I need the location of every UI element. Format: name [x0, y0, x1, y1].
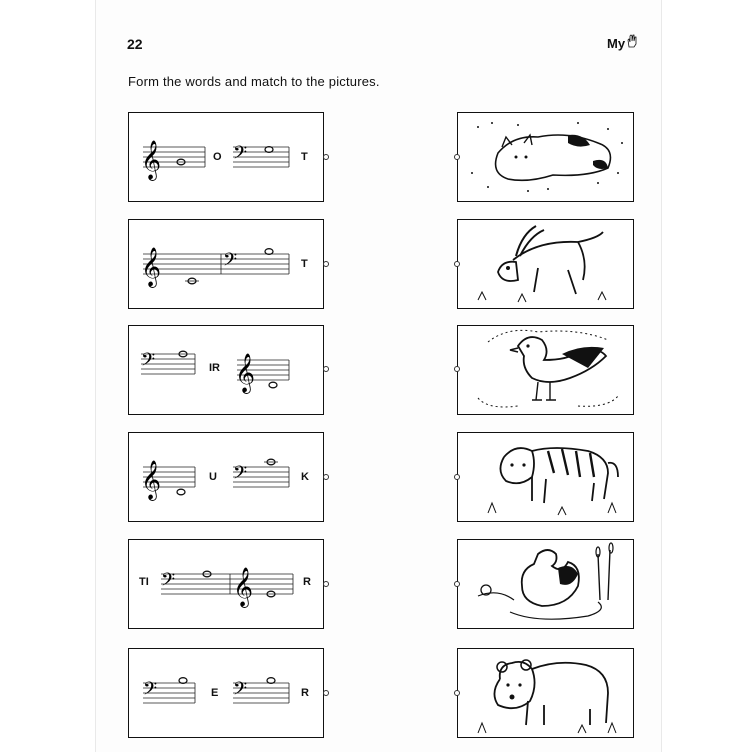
picture-card-3: [457, 325, 634, 415]
staff-notation: [129, 433, 325, 523]
whole-note: [179, 678, 187, 684]
bass-clef-icon: 𝄢: [233, 143, 248, 168]
picture-card-6: [457, 648, 634, 738]
bird-icon: [458, 326, 635, 416]
bass-clef-icon: 𝄢: [143, 679, 158, 704]
match-dot-picture-5[interactable]: [454, 581, 460, 587]
bass-clef-icon: 𝄢: [141, 350, 156, 375]
whole-note: [265, 147, 273, 153]
bass-clef-icon: 𝄢: [233, 679, 248, 704]
picture-card-1: [457, 112, 634, 202]
staff-notation: [129, 220, 325, 310]
word-card-3: [128, 325, 324, 415]
whole-note: [177, 489, 185, 495]
word-card-4: [128, 432, 324, 522]
cat-icon: [458, 113, 635, 203]
match-dot-word-1[interactable]: [323, 154, 329, 160]
staff-notation: [129, 540, 325, 630]
treble-clef-icon: 𝄞: [235, 353, 256, 393]
whole-note: [267, 678, 275, 684]
letter-middle: O: [213, 151, 222, 163]
staff-notation: [129, 326, 325, 416]
match-dot-picture-2[interactable]: [454, 261, 460, 267]
match-dot-picture-1[interactable]: [454, 154, 460, 160]
letter-after: T: [301, 151, 308, 163]
letter-after: T: [301, 258, 308, 270]
treble-clef-icon: 𝄞: [233, 567, 254, 607]
hand-icon: [626, 34, 638, 48]
brand-label: My: [607, 36, 626, 51]
bass-clef-icon: 𝄢: [161, 570, 176, 595]
word-card-2: [128, 219, 324, 309]
match-dot-word-4[interactable]: [323, 474, 329, 480]
letter-middle: E: [211, 687, 219, 699]
picture-card-4: [457, 432, 634, 522]
bass-clef-icon: 𝄢: [233, 463, 248, 488]
word-card-1: [128, 112, 324, 202]
letter-after: R: [303, 576, 311, 588]
letter-middle: IR: [209, 362, 220, 374]
match-dot-picture-6[interactable]: [454, 690, 460, 696]
letter-middle: U: [209, 471, 217, 483]
bear-icon: [458, 649, 635, 739]
bass-clef-icon: 𝄢: [223, 250, 238, 275]
word-card-6: [128, 648, 324, 738]
instruction-text: Form the words and match to the pictures.: [128, 74, 380, 89]
staff-notation: [129, 649, 325, 739]
match-dot-word-6[interactable]: [323, 690, 329, 696]
letter-before: TI: [139, 576, 149, 588]
picture-card-5: [457, 539, 634, 629]
staff-notation: [129, 113, 325, 203]
match-dot-picture-4[interactable]: [454, 474, 460, 480]
tiger-icon: [458, 433, 635, 523]
treble-clef-icon: 𝄞: [141, 140, 162, 180]
duck-icon: [458, 540, 635, 630]
treble-clef-icon: 𝄞: [141, 247, 162, 287]
match-dot-word-2[interactable]: [323, 261, 329, 267]
whole-note: [265, 249, 273, 255]
match-dot-word-3[interactable]: [323, 366, 329, 372]
picture-card-2: [457, 219, 634, 309]
match-dot-word-5[interactable]: [323, 581, 329, 587]
goat-icon: [458, 220, 635, 310]
letter-after: R: [301, 687, 309, 699]
letter-after: K: [301, 471, 309, 483]
page-number: 22: [127, 36, 143, 52]
word-card-5: [128, 539, 324, 629]
treble-clef-icon: 𝄞: [141, 460, 162, 500]
match-dot-picture-3[interactable]: [454, 366, 460, 372]
whole-note: [269, 382, 277, 388]
